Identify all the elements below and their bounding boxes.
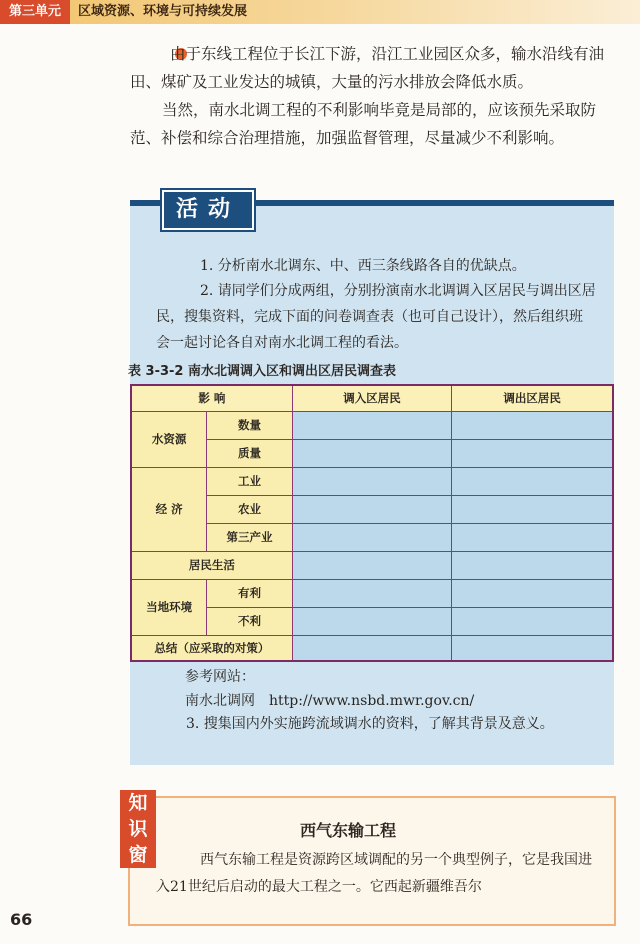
cell-empty[interactable]: [292, 551, 451, 579]
cell-empty[interactable]: [452, 467, 613, 495]
table-row: [131, 411, 613, 439]
cell-empty[interactable]: [452, 607, 613, 635]
activity-item-1: 1. 分析南水北调东、中、西三条线路各自的优缺点。: [200, 258, 526, 274]
activity-item-3: 3. 搜集国内外实施跨流域调水的资料，了解其背景及意义。: [186, 716, 554, 732]
row-environment: 当地环境: [131, 579, 207, 635]
row-favorable: 有利: [207, 579, 293, 607]
paragraph-east-route: 由于东线工程位于长江下游，沿江工业园区众多，输水沿线有油田、煤矿及工业发达的城镇，大量的污水排放会降低水质。: [130, 45, 605, 91]
row-summary: 总结（应采取的对策）: [131, 635, 292, 661]
unit-label: 第三单元: [0, 0, 70, 24]
cell-empty[interactable]: [452, 411, 613, 439]
cell-empty[interactable]: [292, 495, 451, 523]
paragraph-mitigation: 当然，南水北调工程的不利影响毕竟是局部的，应该预先采取防范、补偿和综合治理措施，加强监督管理，尽量减少不利影响。: [130, 101, 597, 147]
cell-empty[interactable]: [292, 635, 451, 661]
table-row: [131, 551, 613, 579]
page-header: [0, 0, 640, 24]
knowledge-title: 西气东输工程: [300, 821, 397, 840]
row-unfavorable: 不利: [207, 607, 293, 635]
table-caption: 表 3-3-2 南水北调调入区和调出区居民调查表: [128, 364, 396, 379]
table-row: [131, 385, 613, 411]
table-row: [131, 579, 613, 607]
cell-empty[interactable]: [292, 411, 451, 439]
reference-label: 参考网站：: [185, 669, 255, 685]
knowledge-tag: 知识窗: [120, 790, 156, 868]
table-row: [131, 467, 613, 495]
cell-empty[interactable]: [452, 635, 613, 661]
cell-empty[interactable]: [452, 495, 613, 523]
row-quality: 质量: [207, 439, 293, 467]
cell-empty[interactable]: [292, 579, 451, 607]
survey-table: [130, 384, 614, 662]
cell-empty[interactable]: [452, 523, 613, 551]
header-out-region: 调出区居民: [452, 385, 613, 411]
reference-site[interactable]: 南水北调网 http://www.nsbd.mwr.gov.cn/: [185, 693, 475, 709]
row-life: 居民生活: [131, 551, 292, 579]
row-water: 水资源: [131, 411, 207, 467]
cell-empty[interactable]: [452, 579, 613, 607]
row-tertiary: 第三产业: [207, 523, 293, 551]
cell-empty[interactable]: [452, 551, 613, 579]
cell-empty[interactable]: [292, 467, 451, 495]
knowledge-text: 西气东输工程是资源跨区域调配的另一个典型例子，它是我国进入21世纪后启动的最大工程之一。它西起新疆维吾尔: [156, 852, 592, 895]
unit-title: 区域资源、环境与可持续发展: [78, 4, 248, 19]
cell-empty[interactable]: [292, 523, 451, 551]
activity-item-2: 2. 请同学们分成两组，分别扮演南水北调调入区居民与调出区居民，搜集资料，完成下面的问卷调查表（也可自己设计），然后组织班会一起讨论各自对南水北调工程的看法。: [156, 283, 596, 351]
row-industry: 工业: [207, 467, 293, 495]
table-row: [131, 635, 613, 661]
header-impact: 影 响: [131, 385, 292, 411]
cell-empty[interactable]: [292, 607, 451, 635]
row-quantity: 数量: [207, 411, 293, 439]
row-economy: 经 济: [131, 467, 207, 551]
header-in-region: 调入区居民: [292, 385, 451, 411]
page-number: 66: [10, 910, 33, 929]
activity-title: 活动: [162, 190, 254, 230]
row-agriculture: 农业: [207, 495, 293, 523]
cell-empty[interactable]: [292, 439, 451, 467]
cell-empty[interactable]: [452, 439, 613, 467]
